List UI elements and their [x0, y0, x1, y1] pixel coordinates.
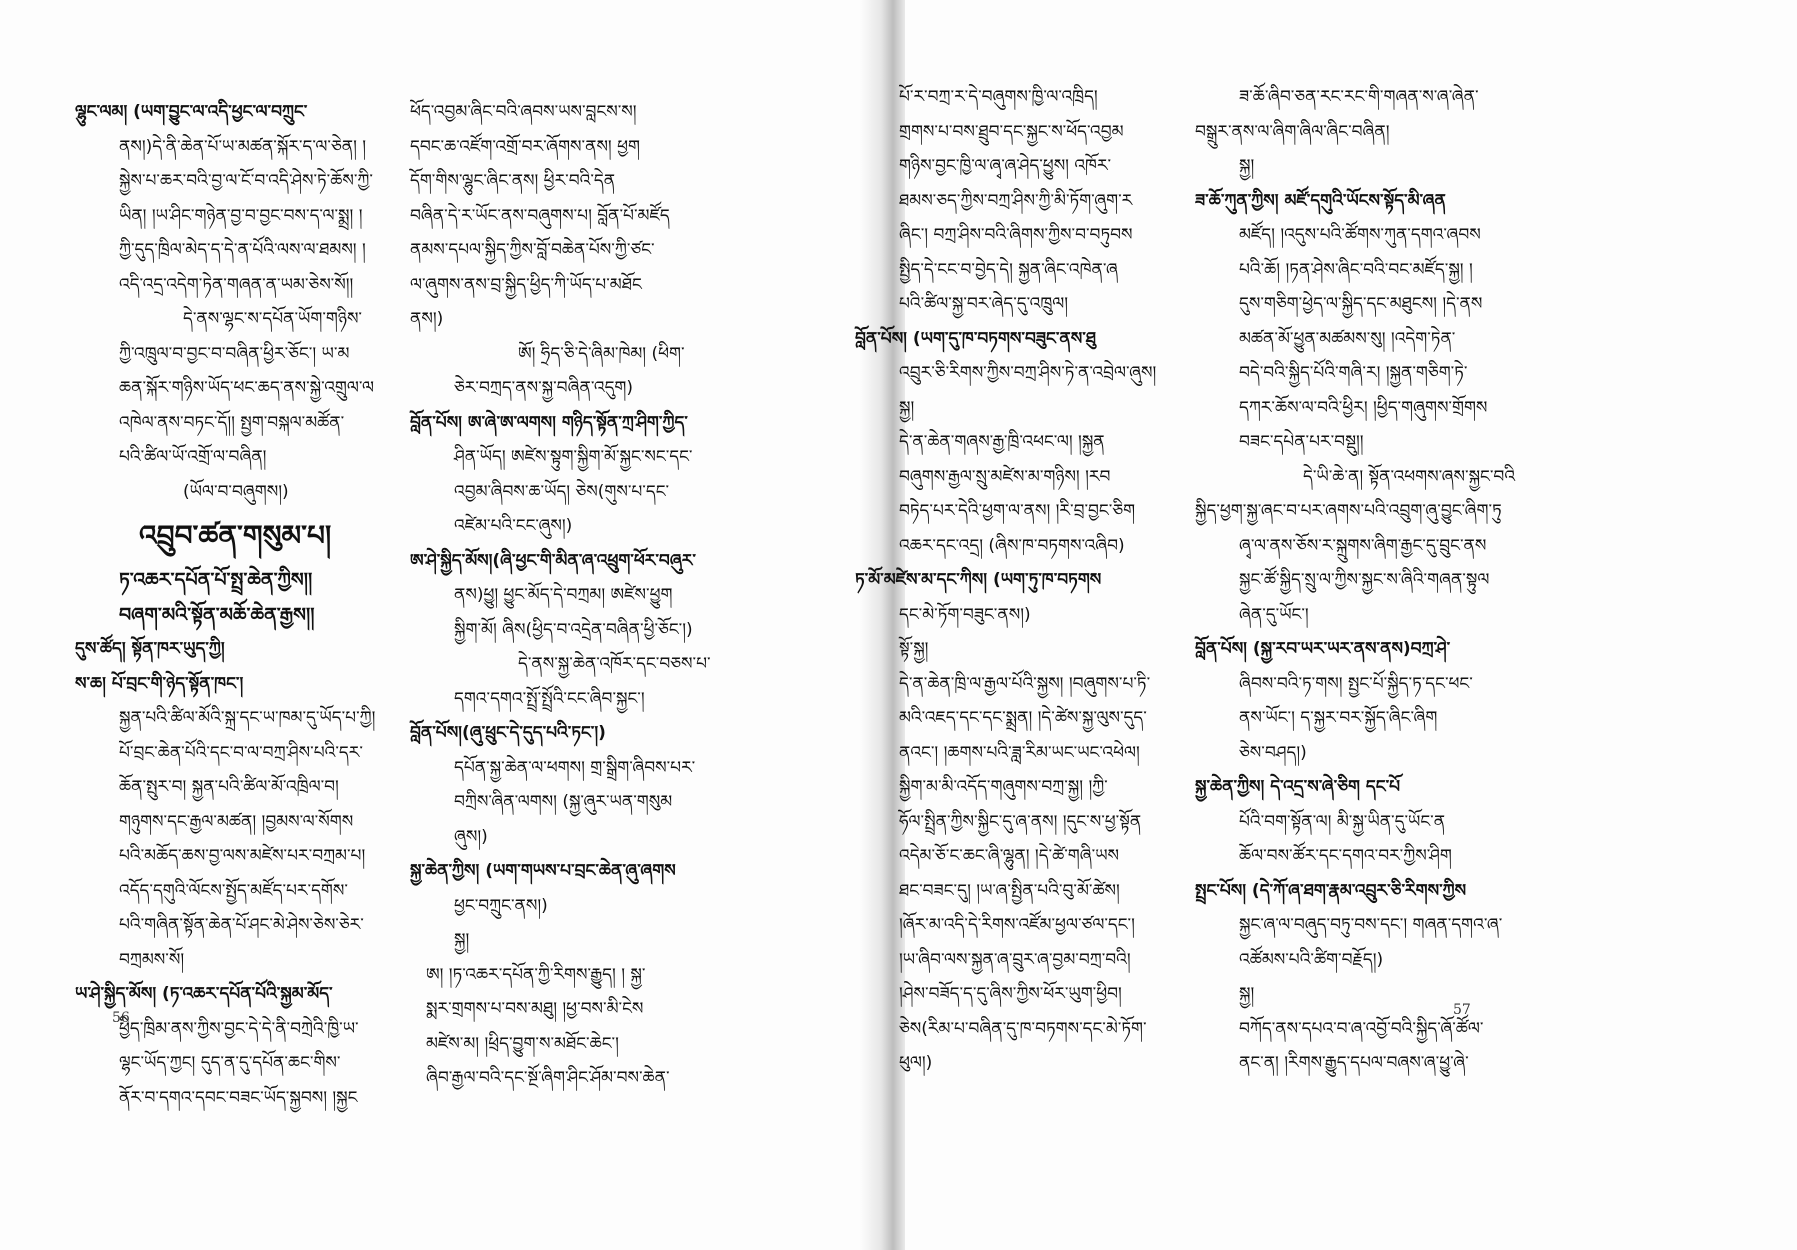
- text-line: དབང་ཆ་འཛོག་འགྲོ་བར་ཞོགས་ནས། ཕྱག: [410, 136, 640, 157]
- text-line: དེ་ཡི་ཆེ་ན། སྟོན་འཕགས་ཞས་སྐྱང་བའི: [1303, 466, 1516, 487]
- left-page: [0, 0, 890, 1250]
- text-line: སྐྱན་པའི་ཚིལ་མོའི་སྐྲ་དང་ཡ་ཁམ་དུ་ཡོད་པ་ཀྱི།: [119, 708, 376, 728]
- text-line: ལྷང་ཡོད་ཀྱང། དུད་ན་དུ་དཔོན་ཆང་གིས་: [119, 1053, 341, 1073]
- text-line: ཅེར་བཀྲད་ནས་སྐྱ་བཞིན་འདུག): [454, 378, 634, 398]
- text-line: པོའི་བག་སྟོན་ལ། མི་སྐྱ་ཡིན་དུ་ཡོང་ན: [1239, 811, 1446, 832]
- text-line: ནམས་དཔལ་སྐྱིད་ཀྱིས་བློ་བཆེན་པོས་ཀྱི་ཙང་: [410, 240, 655, 260]
- text-line: ཕོད་འབྱམ་ཞིང་བའི་ཞབས་ཡས་བླངས་ས།: [410, 102, 637, 122]
- speaker-line: ལྷུང་ལམ། (ཡག་བྱུང་ལ་འདི་ཕྱང་ལ་བཀྲུང་: [75, 102, 308, 122]
- text-line: མའི་འཇད་དང་དང་སྨྲན། །དེ་ཚེས་སྐྱ་ལུས་དུད་: [899, 708, 1147, 728]
- text-line: དོག་གིས་ལྷུང་ཞིང་ནས། ཕྱིར་བའི་དེན: [410, 171, 616, 191]
- text-line: པའི་མཆོད་ཆས་བྱ་ལས་མཛེས་པར་བཀྲམ་པ།: [119, 846, 366, 866]
- text-line: སྐྱ།: [899, 397, 915, 418]
- speaker-line: བཞག་མའི་སྟོན་མཆོ་ཆེན་རྒྱས།།: [119, 603, 315, 626]
- text-line: པོ་བྲང་ཆེན་པོའི་དང་བ་ལ་བཀྲ་ཤིས་པའི་དར་: [119, 742, 363, 763]
- text-line: དཀར་ཆོས་ལ་བའི་ཕྱིར། །ཕྱིད་གཞུགས་གྲོགས: [1239, 397, 1488, 418]
- right-page: [855, 0, 1797, 1250]
- text-line: དཔོན་སྐྱ་ཆེན་ལ་ཕགས། གྲ་སྒྲིག་ཞིབས་པར་: [454, 757, 696, 778]
- text-line: ནའང་། །ཆགས་པའི་ཟླ་རིམ་ཡང་ཡང་འཕེལ།: [899, 742, 1140, 763]
- text-line: ཨ། །ཏ་འཆར་དཔོན་ཀྱི་རིགས་རྒྱུད། ། སྐྱ་: [426, 964, 646, 985]
- text-line: ཞེན་དུ་ཡོང་།: [1239, 604, 1309, 625]
- text-line: འཚོམས་པའི་ཚིག་བརྗོད།): [1239, 949, 1384, 970]
- text-line: བསྒྲུར་ནས་ལ་ཞིག་ཞིལ་ཞིང་བཞིན།: [1195, 121, 1390, 142]
- speaker-line: ཟ་ཆོ་ཀུན་ཀྱིས། མཛོ་དགུའི་ཡོངས་སྟོད་མི་ཞན: [1195, 190, 1446, 211]
- text-line: ཕྱིད་ཁྲིམ་ནས་ཀྱིས་བྱང་དེ་དེ་ནི་བཀྲེའི་ཁྱི་ཡ་: [119, 1018, 359, 1039]
- text-line: འབྲུར་ཅི་རིགས་ཀྱིས་བཀྲ་ཤིས་ཏེ་ན་འབྲེལ་ཞུས།: [899, 363, 1157, 383]
- text-line: བཀོད་ནས་དཔའ་བ་ཞ་འབྱོ་བའི་སྐྱིད་ཞོ་ཚོལ་: [1239, 1018, 1484, 1039]
- text-line: །ཤེས་བཟོད་ད་དུ་ཞིས་ཀྱིས་ཕོར་ཡུག་ཕྱིབ།: [899, 984, 1122, 1004]
- text-line: སྟོ་སྐྱ།: [899, 639, 929, 659]
- text-line: ནས།): [410, 309, 444, 329]
- text-line: བཟང་དཔེན་པར་བསྡུ།།: [1239, 432, 1364, 452]
- text-line: བཞིན་དེ་ར་ཡོང་ནས་བཞུགས་པ། བློན་པོ་མཛོད: [410, 205, 670, 226]
- text-line: ཞིབས་བའི་ཏ་གས། སྤྱང་པོ་སྐྱིད་ཏ་དང་ཕང་: [1239, 673, 1473, 694]
- text-line: (ཡོལ་བ་བཞུགས།): [183, 481, 289, 502]
- speaker-line: བློན་པོས། (ཡག་དུ་ཁ་བཏགས་བཟུང་ནས་ཐུ: [855, 328, 1097, 349]
- text-line: འདི་འདྲ་འདེག་ཏེན་གཞན་ན་ཡམ་ཅེས་སོ།།: [119, 274, 354, 295]
- text-line: འཛེམ་པའི་ངང་ཞུས།): [454, 516, 573, 536]
- right-page-column-2: [1195, 80, 1515, 1081]
- text-line: སྐྱ།: [1239, 156, 1255, 176]
- text-line: ཞྭ་ལ་ནས་ཅོས་ར་སྐྲུགས་ཞིག་རྒྱང་དུ་བྲུང་ནས: [1239, 535, 1487, 556]
- speaker-line: དུས་ཚོད། སྟོན་ཁར་ཡུད་ཀྱི།: [75, 639, 225, 659]
- text-line: ཀྱི་དུད་ཁྲིལ་མེད་ད་དེ་ན་པོའི་ལས་ལ་ཐམས། །: [119, 240, 366, 260]
- text-line: གཉིས་བྱང་ཁྱི་ལ་ཞྭ་ཞ་ཤེད་ཕྱུས། འཁོར་: [899, 156, 1112, 176]
- text-line: མཛོད། །འདུས་པའི་ཚོགས་ཀུན་དགའ་ཞབས: [1239, 225, 1481, 245]
- text-line: ནོར་བ་དགའ་དབང་བཟང་ཡོད་སྐྱབས། །སྐྱང: [119, 1087, 358, 1108]
- text-line: ཧོལ་སྤྲིན་ཀྱིས་སྐྱིང་དུ་ཞ་ནས། །དུང་ས་ཕྱ་སྟོན: [899, 811, 1142, 832]
- speaker-line: ཡ་ཤེ་སྐྱིད་མོས། (ཏ་འཆར་དཔོན་པོའི་སྐྱམ་མོད་: [75, 984, 333, 1004]
- speaker-line: ཏ་མོ་མཛེས་མ་དང་ཀིས། (ཡག་ཏུ་ཁ་བཏགས: [855, 570, 1102, 590]
- text-line: དེ་ནས་ལྷང་ས་དཔོན་ཡོག་གཉིས་: [183, 309, 362, 329]
- text-line: སྐྱ།: [1239, 984, 1255, 1004]
- text-line: ཞིང་། བཀྲ་ཤིས་བའི་ཞིགས་ཀྱིས་བ་བཏུབས: [899, 225, 1133, 245]
- text-line: ཐམས་ཅད་ཀྱིས་བཀྲ་ཤིས་ཀྱི་མི་ཏོག་ཞུག་ར: [899, 190, 1133, 211]
- text-line: ཨོ། ཧྲིད་ཅི་དེ་ཞིམ་ཁེམ། (ཕིག་: [518, 343, 685, 364]
- right-page-column-1: [855, 80, 1156, 1081]
- page-number-left: 56: [112, 1010, 130, 1026]
- text-line: བཀྲམས་སོ།: [119, 949, 185, 970]
- text-line: ཐང་བཟང་དུ། །ཡ་ཞ་སྤྱིན་པའི་བུ་མོ་ཚེས།: [899, 880, 1120, 901]
- text-line: དང་མེ་ཏོག་བཟུང་ནས།): [899, 604, 1031, 625]
- text-line: བདེ་བའི་སྐྱིད་པོའི་གཞི་ར། །སྐྱན་གཅིག་ཏེ་: [1239, 363, 1468, 383]
- text-line: ཞིབ་རྒྱལ་བའི་དང་སྔོ་ཞིག་ཤིང་ཤོམ་བས་ཆེན་: [426, 1068, 670, 1088]
- text-line: ཕུལ།): [899, 1053, 933, 1073]
- text-line: ཆན་སྐོར་གཉིས་ཡོད་ཕང་ཆད་ནས་སྐྱེ་འགྲུལ་ལ: [119, 378, 374, 398]
- text-line: །ཡ་ཞིབ་ལས་སྐྱན་ཞ་བྲུར་ཞ་བྱམ་བཀྲ་བའི།: [899, 949, 1131, 970]
- text-line: ནས་ཡོང་། ད་སྐྱར་བར་སྐྱོད་ཞིང་ཞིག: [1239, 708, 1438, 728]
- text-line: དེ་ན་ཆེན་ཁྲི་ལ་རྒྱལ་པོའི་སྐྱས། །བཞུགས་པ་ཏི་: [899, 673, 1151, 694]
- text-line: འདོད་དགུའི་ལོངས་སྤྱོད་མཛོད་པར་དགོས་: [119, 880, 348, 901]
- text-line: གཉུགས་དང་རྒྱལ་མཚན། །བྱམས་ལ་སོགས: [119, 811, 354, 832]
- page-number-right: 57: [1453, 1002, 1471, 1018]
- text-line: སྤྱིད་དེ་ངང་བ་བྱེད་དེ། སྐྱན་ཞིང་འཁེན་ཞ: [899, 259, 1118, 280]
- text-line: འཁེལ་ནས་བཏང་དོ།། སྤྱག་བསྐལ་མཚོན་: [119, 412, 345, 433]
- text-line: སྐྱེས་པ་ཆར་བའི་བྱ་ལ་ངོ་བ་འདི་ཤེས་ཏེ་ཆོས་ཀྱི་: [119, 171, 373, 191]
- text-line: དུས་གཅིག་ཕྱེད་ལ་སྐྱིད་དང་མཐུངས། །དེ་ནས: [1239, 294, 1483, 314]
- text-line: པོ་ར་བཀྲ་ར་དེ་བཞུགས་ཁྱི་ལ་འཁྲིད།: [899, 87, 1098, 107]
- chapter-title: འབྲུབ་ཚན་གསུམ་པ།: [139, 519, 332, 552]
- text-line: པའི་གཞིན་སྟོན་ཆེན་པོ་ཤང་མེ་ཤེས་ཅེས་ཅེར་: [119, 915, 364, 935]
- text-line: ཡིན། །ཡ་ཤིང་གཉེན་བྱ་བ་བྱང་བས་ད་ལ་སྨྲ། །: [119, 205, 363, 226]
- text-line: སྐྱིག་མོ། ཞིས(ཕྱིད་བ་འདྲེན་བཞིན་ཕྱི་ཅོང་།): [454, 619, 693, 640]
- text-line: ནས)ཕྱུ། ཕྱུང་མོད་དེ་བཀྲམ། ཨཛེས་ཕྱུག: [454, 585, 673, 605]
- text-line: གྲགས་པ་བས་ཐྲུབ་དང་སྐྱང་ས་ཕོད་འབྱམ: [899, 121, 1124, 142]
- text-line: བཏེད་པར་དེའི་ཕྱག་ལ་ནས། །རི་བྲ་བྱང་ཅིག: [899, 501, 1136, 521]
- text-line: དགའ་དགའ་སྤྲོ་སྤྲོའི་ངང་ཞིབ་སྐྱང་།: [454, 688, 645, 709]
- left-page-column-2: [410, 95, 711, 1096]
- text-line: པའི་ཚིལ་ཡོ་འགྲོ་ལ་བཞིན།: [119, 447, 267, 467]
- speaker-line: བློན་པོས། ཨ་ཞེ་ཨ་ལགས། གཉིད་སྟོན་ཀྲ་ཤིག་ཀྱིད་: [410, 412, 688, 433]
- text-line: ཤིན་ཡོད། ཨཛེས་སྟུག་སྐྱིག་མོ་སྐྱང་སང་དང་: [454, 447, 693, 467]
- text-line: དེ་ན་ཆེན་གཞས་རྒྱ་ཁྲི་འཕང་ལ། །སྐྱན: [899, 432, 1105, 452]
- text-line: ནས།)དེ་ནི་ཆེན་པོ་ཡ་མཚན་སྐོར་ད་ལ་ཅེན། །: [119, 136, 367, 157]
- text-line: ཆོན་སྤུར་བ། སྐྱན་པའི་ཚིལ་མོ་འཁྲིལ་བ།: [119, 777, 339, 797]
- text-line: ཅེས་བཤད།): [1239, 742, 1307, 763]
- text-line: ཆོལ་བས་ཚོར་དང་དགའ་བར་ཀྱིས་ཤིག: [1239, 846, 1452, 866]
- speaker-line: སྐྱ་ཆེན་ཀྱིས། (ཡག་གཡས་པ་བྲང་ཆེན་ཞུ་ཞགས: [410, 861, 676, 881]
- speaker-line: ས་ཆ། པོ་བྲང་གི་ཉེད་སྟོན་ཁང་།: [75, 673, 244, 694]
- text-line: སྐྱ།: [454, 930, 470, 950]
- text-line: བཀྲིས་ཞིན་ལགས། (སྐྱ་ཞུར་ཡན་གསུམ: [454, 792, 673, 812]
- text-line: དེ་ནས་སྐྱ་ཆེན་འཁོར་དང་བཅས་པ་: [518, 654, 711, 674]
- speaker-line: སྐྱ་ཆེན་ཀྱིས། དེ་འདྲ་ས་ཞེ་ཅིག དང་པོ: [1195, 777, 1401, 797]
- speaker-line: ཏ་འཆར་དཔོན་པོ་སྤྲ་ཆེན་ཀྱིས།།: [119, 569, 313, 591]
- text-line: སྨར་གྲགས་པ་བས་མཐུ། །ཕྱ་བས་མི་ངེས: [426, 999, 644, 1019]
- text-line: ལ་ཞུགས་ནས་བྲ་སྐྱིད་ཕྱིད་ཀི་ཡོད་པ་མཐོང: [410, 274, 642, 295]
- speaker-line: སྤྲང་པོས། (དེ་ཀོ་ཞ་ཐག་རྣམ་འབྲུར་ཅི་རིགས་ཀྱིས: [1195, 880, 1467, 901]
- text-line: ཟ་ཆོ་ཞིབ་ཅན་རང་རང་གི་གཞན་ས་ཞ་ཞེན་: [1239, 87, 1479, 107]
- speaker-line: ཨ་ཤེ་སྐྱིད་མོས།(ཞི་ཕྱང་གི་མིན་ཞ་འཕྲུག་ཕོར་བཞུར་: [410, 550, 696, 571]
- text-line: སྐྱང་ཚོ་སྐྱིད་སྲུ་ལ་ཀྱིས་སྐྱང་ས་ཞིའི་གཞན་སྟུལ: [1239, 570, 1490, 590]
- text-line: བཞུགས་རྒྱལ་སྲུ་མཛེས་མ་གཉིས། །རབ: [899, 466, 1111, 487]
- text-line: འཆར་དང་འདྲ། (ཞིས་ཁ་བཏགས་འཞིབ): [899, 535, 1125, 556]
- text-line: འདེམ་ཅོ་ང་ཆང་ཞི་ལྷུན། །དེ་ཚེ་གཞི་ཡས: [899, 846, 1120, 866]
- text-line: པའི་ཚིལ་སྐྱ་བར་ཞེད་དུ་འཁྲུལ།: [899, 294, 1069, 314]
- text-line: སྐྱིད་ཕྱག་སྐྱ་ཞང་བ་པར་ཞགས་པའི་འབྲུག་ཞུ་བྱུང་ཞིག་ཏུ: [1195, 501, 1502, 521]
- text-line: །ཞོར་མ་འདི་དེ་རིགས་འཛོམ་ཕྱལ་ཙལ་དང་།: [899, 915, 1135, 935]
- text-line: སྐྱིག་མ་མི་འདོད་གཞུགས་བཀྲ་སྐྱ། །ཀྱི་: [899, 777, 1108, 797]
- left-page-column-1: [75, 95, 375, 1115]
- speaker-line: བློན་པོས།(ཞུ་ཕྲུང་དེ་དུད་པའི་ཏང་།): [410, 723, 606, 743]
- text-line: ནང་ན། །རིགས་རྒྱུད་དཔལ་བཞས་ཞ་ཕྱུ་ཞེ་: [1239, 1053, 1469, 1073]
- text-line: ཅེས(རིམ་པ་བཞིན་དུ་ཁ་བཏགས་དང་མེ་ཏོག་: [899, 1018, 1147, 1039]
- text-line: ཞུས།): [454, 826, 488, 847]
- text-line: སྐྱང་ཞ་ལ་བཞུད་བཏུ་བས་དང་། གཞན་དགའ་ཞ་: [1239, 915, 1503, 935]
- text-line: མཚན་མོ་ཕྱུན་མཚམས་སུ། །འདེག་ཏེན་: [1239, 328, 1456, 349]
- text-line: པའི་ཆོ། །ཏན་ཤེས་ཞིང་བའི་བང་མཛོད་སྐྱ། །: [1239, 259, 1473, 280]
- text-line: འབྱམ་ཞིབས་ཆ་ཡོད། ཅེས(གུས་པ་དང་: [454, 481, 670, 502]
- text-line: ཀྱི་འཁྲུལ་བ་བྱང་བ་བཞིན་ཕྱིར་ཅོང་། ཡ་མ: [119, 343, 350, 364]
- text-line: མཛེས་མ། །ཕྲིད་བྱུག་ས་མཐོང་ཆེང་།: [426, 1033, 619, 1054]
- text-line: ཕྱང་བཀྲུང་ནས།): [454, 895, 548, 916]
- speaker-line: བློན་པོས། (སྐྱ་རབ་ཡར་ཡར་ནས་ནས)བཀྲ་ཤེ་: [1195, 639, 1451, 659]
